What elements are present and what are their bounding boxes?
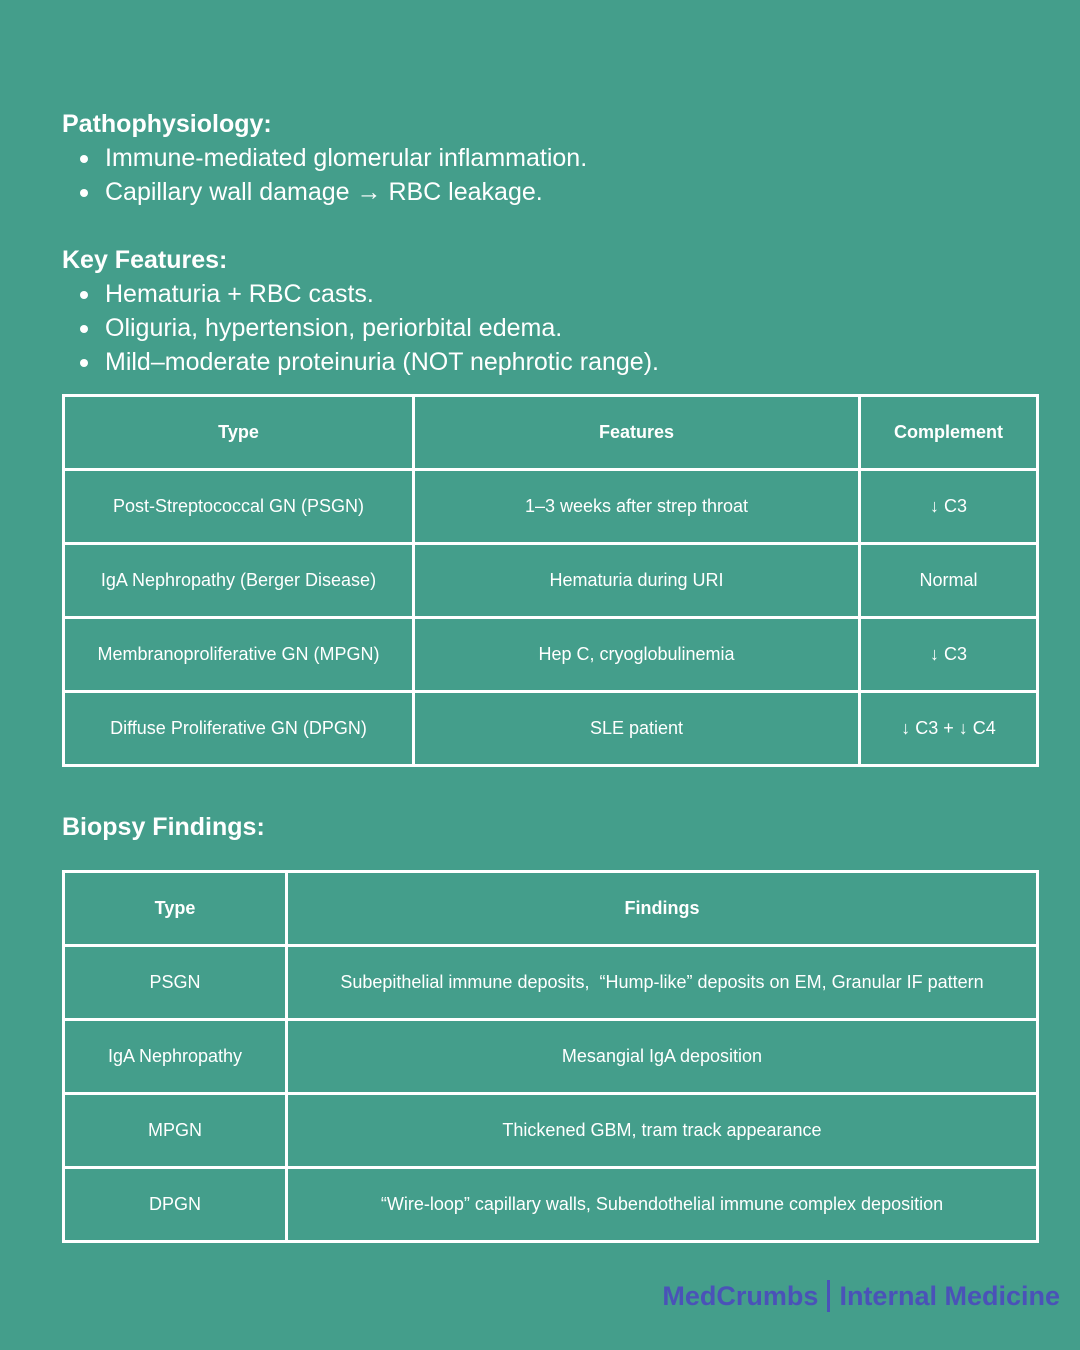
column-header-type: Type xyxy=(64,396,414,470)
table-row xyxy=(64,692,1038,766)
biopsy-findings-heading: Biopsy Findings: xyxy=(62,813,265,841)
list-item: Immune-mediated glomerular inflammation. xyxy=(80,141,587,175)
table-cell-findings: Thickened GBM, tram track appearance xyxy=(287,1094,1038,1168)
table-cell-type: DPGN xyxy=(64,1168,287,1242)
pathophysiology-heading: Pathophysiology: xyxy=(62,110,272,138)
table-header-row xyxy=(64,872,1038,946)
table-cell-findings: “Wire-loop” capillary walls, Subendothelial immune complex deposition xyxy=(287,1168,1038,1242)
table-cell-type: IgA Nephropathy (Berger Disease) xyxy=(64,544,414,618)
table-cell-features: SLE patient xyxy=(414,692,860,766)
table-cell-type: PSGN xyxy=(64,946,287,1020)
table-row xyxy=(64,946,1038,1020)
table-row xyxy=(64,1020,1038,1094)
brand-name: MedCrumbs xyxy=(662,1280,819,1311)
table-cell-type: Membranoproliferative GN (MPGN) xyxy=(64,618,414,692)
column-header-features: Features xyxy=(414,396,860,470)
table-row xyxy=(64,1094,1038,1168)
list-item: Oliguria, hypertension, periorbital edema. xyxy=(80,311,659,345)
table-cell-complement: ↓ C3 xyxy=(860,618,1038,692)
table-row xyxy=(64,618,1038,692)
section-name: Internal Medicine xyxy=(839,1280,1060,1311)
table-cell-type: MPGN xyxy=(64,1094,287,1168)
glomerulonephritis-types-table xyxy=(62,394,1039,767)
table-row xyxy=(64,470,1038,544)
footer-branding xyxy=(662,1280,1060,1312)
list-item: Mild–moderate proteinuria (NOT nephrotic range). xyxy=(80,345,659,379)
table-cell-complement: Normal xyxy=(860,544,1038,618)
table-cell-type: Diffuse Proliferative GN (DPGN) xyxy=(64,692,414,766)
table-row xyxy=(64,544,1038,618)
table-cell-type: Post-Streptococcal GN (PSGN) xyxy=(64,470,414,544)
table-cell-findings: Subepithelial immune deposits, “Hump-like” deposits on EM, Granular IF pattern xyxy=(287,946,1038,1020)
list-item: Capillary wall damage → RBC leakage. xyxy=(80,175,587,209)
table-header-row xyxy=(64,396,1038,470)
table-cell-type: IgA Nephropathy xyxy=(64,1020,287,1094)
table-cell-complement: ↓ C3 xyxy=(860,470,1038,544)
table-cell-complement: ↓ C3 + ↓ C4 xyxy=(860,692,1038,766)
table-cell-features: 1–3 weeks after strep throat xyxy=(414,470,860,544)
table-cell-findings: Mesangial IgA deposition xyxy=(287,1020,1038,1094)
column-header-type: Type xyxy=(64,872,287,946)
list-item: Hematuria + RBC casts. xyxy=(80,277,659,311)
key-features-list xyxy=(80,277,659,379)
table-cell-features: Hematuria during URI xyxy=(414,544,860,618)
column-header-findings: Findings xyxy=(287,872,1038,946)
footer-divider xyxy=(827,1280,830,1312)
table-cell-features: Hep C, cryoglobulinemia xyxy=(414,618,860,692)
pathophysiology-list xyxy=(80,141,587,209)
table-row xyxy=(64,1168,1038,1242)
key-features-heading: Key Features: xyxy=(62,246,228,274)
column-header-complement: Complement xyxy=(860,396,1038,470)
biopsy-findings-table xyxy=(62,870,1039,1243)
